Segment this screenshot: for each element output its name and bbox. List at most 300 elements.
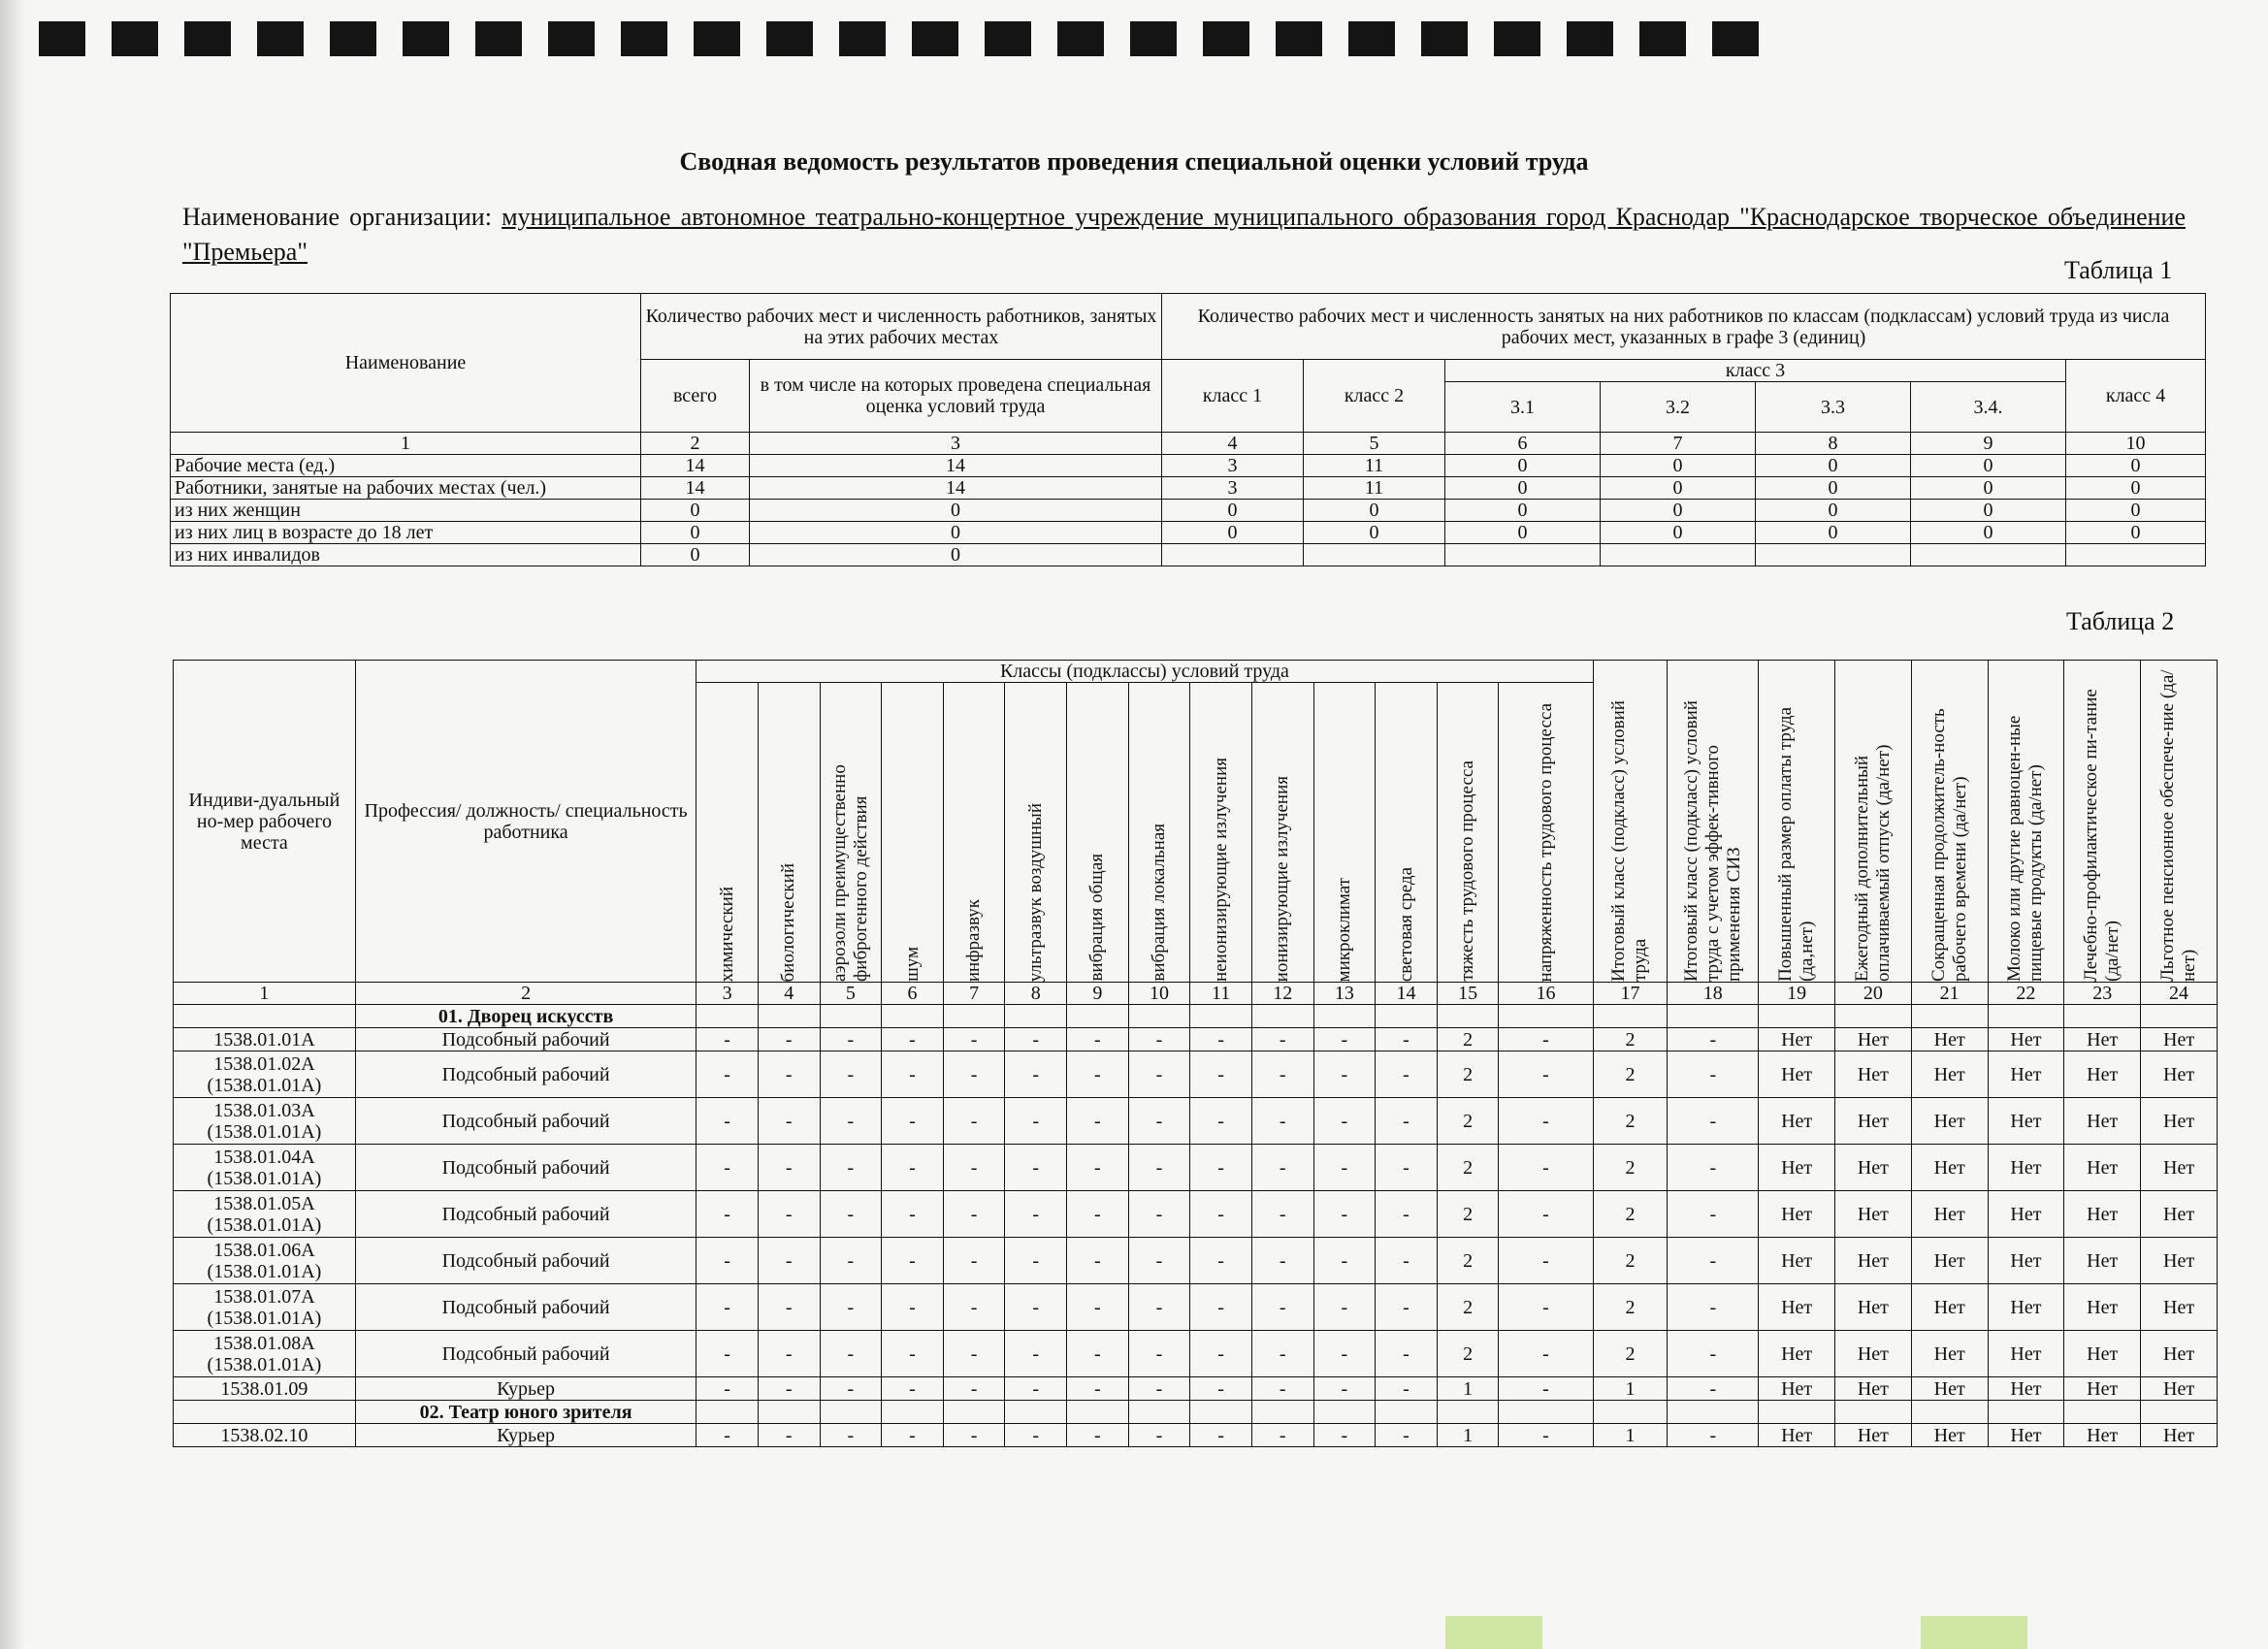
t2-cell: Нет [1835,1424,1912,1447]
t2-cell: - [1005,1331,1067,1377]
t2-cell [758,1005,820,1028]
t2-cell: - [820,1284,882,1331]
t2-colnum: 3 [697,983,759,1005]
t2-cell: - [1067,1377,1129,1401]
t2-colnum: 23 [2064,983,2141,1005]
t2-cell: Нет [1759,1028,1835,1051]
t2-cell: Нет [1988,1098,2064,1145]
t2-cell: - [1499,1051,1593,1098]
t2-cell: - [758,1145,820,1191]
t2-cell [697,1005,759,1028]
t2-cell [943,1005,1005,1028]
t1-header-name: Наименование [171,294,641,433]
t2-cell: - [758,1028,820,1051]
t2-cell: - [1668,1051,1759,1098]
t2-header-benefit-text: Льготное пенсионное обеспече-ние (да/нет) [2157,669,2200,982]
t2-workplace-id: 1538.01.07А (1538.01.01А) [174,1284,356,1331]
t2-cell: - [758,1238,820,1284]
t2-colnum: 20 [1835,983,1912,1005]
t2-cell: Нет [2141,1191,2218,1238]
t2-header-benefit-text: Ежегодный дополнительный оплачиваемый отпуск (да/нет) [1851,744,1894,982]
t2-cell: - [943,1051,1005,1098]
t2-cell [1313,1005,1376,1028]
t2-cell: - [758,1424,820,1447]
t2-header-benefit [2064,661,2141,983]
t2-cell: - [882,1051,944,1098]
t2-colnum: 4 [758,983,820,1005]
t2-header-benefit-text: Сокращенная продолжитель-ность рабочего времени (да/нет) [1928,708,1970,982]
t2-cell: - [1251,1191,1313,1238]
t1-cell [1601,544,1756,566]
t1-header-class2: класс 2 [1304,360,1445,433]
t2-header-factor-text: шум [901,947,923,982]
t2-cell [1911,1401,1988,1424]
t2-colnum: 15 [1437,983,1499,1005]
t1-cell: 0 [2066,522,2206,544]
t1-cell: 0 [1601,477,1756,500]
t2-cell: 2 [1593,1191,1668,1238]
t2-cell [820,1005,882,1028]
t2-cell: Нет [1759,1377,1835,1401]
t1-colnum: 5 [1304,433,1445,455]
t2-cell: - [1376,1424,1438,1447]
t2-cell: - [943,1284,1005,1331]
t2-cell: - [1668,1331,1759,1377]
t1-cell: 0 [1445,500,1601,522]
t1-header-count: Количество рабочих мест и численность работников, занятых на этих рабочих местах [641,294,1162,360]
t2-header-benefit [1835,661,1912,983]
t1-row-name: Рабочие места (ед.) [171,455,641,477]
t2-cell [1759,1005,1835,1028]
t1-cell: 11 [1304,477,1445,500]
t2-cell: - [1251,1331,1313,1377]
page-edge-shadow [0,0,25,1649]
t2-cell: - [1313,1028,1376,1051]
t1-cell: 0 [750,544,1162,566]
t2-cell: Нет [1835,1238,1912,1284]
t2-cell: - [1313,1424,1376,1447]
t1-cell: 11 [1304,455,1445,477]
t2-cell: - [1067,1424,1129,1447]
t2-cell [1128,1005,1190,1028]
t2-cell: 1 [1593,1377,1668,1401]
t2-cell [1005,1005,1067,1028]
t2-cell: Нет [1911,1377,1988,1401]
t2-cell: - [1190,1098,1252,1145]
t2-profession: Подсобный рабочий [355,1145,696,1191]
t2-cell [2141,1005,2218,1028]
t2-cell [1437,1401,1499,1424]
t1-row [171,455,2206,477]
t2-cell: - [697,1028,759,1051]
t1-row [171,544,2206,566]
t2-cell: - [1128,1424,1190,1447]
t2-cell: - [882,1238,944,1284]
t2-cell [1437,1005,1499,1028]
t2-header-final-class [1593,661,1668,983]
t2-cell: Нет [2141,1098,2218,1145]
t2-column-numbers [174,983,2218,1005]
t2-header-factor-text: химический [716,886,737,982]
t2-cell: - [1313,1284,1376,1331]
t2-header-factor [1190,683,1252,983]
t2-workplace-id [174,1401,356,1424]
t2-cell: - [1313,1051,1376,1098]
t2-cell: Нет [1988,1331,2064,1377]
t2-colnum: 5 [820,983,882,1005]
t1-cell: 14 [750,455,1162,477]
t2-cell: - [1128,1238,1190,1284]
t2-row [174,1424,2218,1447]
t2-cell: - [1376,1098,1438,1145]
t2-cell: - [1499,1191,1593,1238]
t2-cell: - [820,1424,882,1447]
t2-cell: 2 [1593,1331,1668,1377]
t2-row [174,1331,2218,1377]
t1-cell: 0 [1445,477,1601,500]
t1-header-classes: Количество рабочих мест и численность занятых на них работников по классам (подклассам) условий труда из числа рабочих мест, указанных в графе 3 (единиц) [1162,294,2206,360]
t2-cell: Нет [2064,1028,2141,1051]
t2-header-factor [1128,683,1190,983]
t1-cell: 0 [1601,522,1756,544]
t2-cell: - [1251,1284,1313,1331]
t1-cell: 0 [641,500,750,522]
t2-cell: Нет [2064,1424,2141,1447]
t1-cell: 0 [1601,455,1756,477]
t2-cell [2141,1401,2218,1424]
t2-cell: - [1499,1238,1593,1284]
sticky-tab [1445,1616,1542,1649]
t2-cell [1251,1005,1313,1028]
t2-cell: - [1067,1238,1129,1284]
t2-cell: - [1128,1051,1190,1098]
t2-row [174,1145,2218,1191]
t2-header-final-class-siz-text: Итоговый класс (подкласс) условий труда с учетом эффек-тивного применения СИЗ [1680,700,1744,982]
t2-cell: 2 [1437,1238,1499,1284]
t1-cell: 0 [1162,522,1304,544]
t2-workplace-id: 1538.01.02А (1538.01.01А) [174,1051,356,1098]
table2-caption: Таблица 2 [2066,607,2175,635]
t2-cell [820,1401,882,1424]
t2-cell: Нет [1759,1098,1835,1145]
t2-header-factor [1251,683,1313,983]
t2-cell [882,1401,944,1424]
t1-cell: 0 [1445,455,1601,477]
t2-cell: Нет [1835,1377,1912,1401]
t2-cell: Нет [1835,1145,1912,1191]
t2-cell: - [1668,1191,1759,1238]
t2-section-title: 02. Театр юного зрителя [355,1401,696,1424]
t1-colnum: 6 [1445,433,1601,455]
t2-cell [1835,1005,1912,1028]
t1-row-name: Работники, занятые на рабочих местах (чел.) [171,477,641,500]
t2-cell: Нет [1835,1331,1912,1377]
t1-cell: 0 [1601,500,1756,522]
t1-header-class4: класс 4 [2066,360,2206,433]
t2-workplace-id: 1538.01.09 [174,1377,356,1401]
t2-header-benefit [1759,661,1835,983]
t2-workplace-id: 1538.01.08А (1538.01.01А) [174,1331,356,1377]
t2-cell [1251,1401,1313,1424]
t2-header-classes: Классы (подклассы) условий труда [697,661,1593,683]
org-label: Наименование организации: [182,203,492,231]
t2-cell: Нет [1835,1051,1912,1098]
t2-cell: Нет [1911,1051,1988,1098]
t2-profession: Подсобный рабочий [355,1098,696,1145]
t2-header-final-class-siz [1668,661,1759,983]
t2-cell: - [1376,1028,1438,1051]
t2-workplace-id: 1538.02.10 [174,1424,356,1447]
t2-row [174,1238,2218,1284]
t2-workplace-id: 1538.01.04А (1538.01.01А) [174,1145,356,1191]
t2-cell [943,1401,1005,1424]
t1-header-34: 3.4. [1911,382,2066,433]
t2-cell: Нет [2141,1051,2218,1098]
t2-header-final-class-text: Итоговый класс (подкласс) условий труда [1608,700,1651,982]
t2-cell: - [697,1145,759,1191]
t1-cell: 14 [750,477,1162,500]
t2-cell: - [1128,1028,1190,1051]
t2-cell [1988,1005,2064,1028]
t2-row [174,1098,2218,1145]
t2-cell: 2 [1437,1331,1499,1377]
t2-cell: - [1005,1424,1067,1447]
t2-header-benefit [1988,661,2064,983]
t2-cell: Нет [2141,1331,2218,1377]
t1-colnum: 4 [1162,433,1304,455]
t2-row [174,1028,2218,1051]
t2-cell: 2 [1593,1028,1668,1051]
t1-row-name: из них женщин [171,500,641,522]
t2-colnum: 16 [1499,983,1593,1005]
t2-header-factor-text: аэрозоли преимущественно фиброгенного действия [828,764,871,982]
t2-cell: 2 [1437,1284,1499,1331]
t1-cell [2066,544,2206,566]
t2-cell: - [820,1028,882,1051]
t2-cell: Нет [2064,1238,2141,1284]
t2-cell: - [697,1238,759,1284]
t2-cell: - [1067,1098,1129,1145]
t2-cell: Нет [2064,1284,2141,1331]
t2-cell: Нет [2141,1424,2218,1447]
t2-profession: Курьер [355,1424,696,1447]
t2-header-factor-text: биологический [778,862,799,982]
t2-cell: - [697,1098,759,1145]
t1-header-class3: класс 3 [1445,360,2066,382]
t2-cell: - [1005,1191,1067,1238]
t2-cell: Нет [1911,1331,1988,1377]
t2-cell: 2 [1437,1028,1499,1051]
t2-colnum: 21 [1911,983,1988,1005]
t2-cell: - [758,1284,820,1331]
t2-colnum: 2 [355,983,696,1005]
t2-cell [1499,1401,1593,1424]
t2-cell: - [1067,1051,1129,1098]
t2-cell: Нет [2141,1145,2218,1191]
t2-cell: Нет [1835,1191,1912,1238]
t2-cell: Нет [1911,1424,1988,1447]
t2-cell: - [1499,1284,1593,1331]
t2-cell: - [882,1191,944,1238]
t1-colnum: 9 [1911,433,2066,455]
t2-cell: - [1668,1284,1759,1331]
t1-cell: 0 [1911,500,2066,522]
t2-cell: - [882,1331,944,1377]
t2-cell: - [1005,1238,1067,1284]
t2-cell: - [1313,1098,1376,1145]
t2-header-factor-text: микроклимат [1333,877,1354,982]
t2-cell: Нет [1759,1145,1835,1191]
t2-cell: - [943,1145,1005,1191]
t2-cell: - [1190,1028,1252,1051]
t2-cell [1313,1401,1376,1424]
t2-cell: - [1128,1284,1190,1331]
t2-cell: Нет [1759,1238,1835,1284]
t2-cell: - [882,1424,944,1447]
t2-profession: Подсобный рабочий [355,1051,696,1098]
workplace-table [173,660,2218,1447]
t2-cell: - [1190,1284,1252,1331]
t2-cell: Нет [1911,1284,1988,1331]
t2-cell: - [943,1377,1005,1401]
t2-cell: Нет [1988,1377,2064,1401]
t1-column-numbers [171,433,2206,455]
t1-cell: 0 [2066,477,2206,500]
t2-cell: - [697,1284,759,1331]
t2-cell [1835,1401,1912,1424]
t2-header-factor [1067,683,1129,983]
t2-header-benefit-text: Повышенный размер оплаты труда (да,нет) [1775,706,1818,982]
t2-cell: 2 [1593,1051,1668,1098]
t2-cell: - [1128,1098,1190,1145]
t2-header-factor [758,683,820,983]
t1-cell: 0 [750,500,1162,522]
t2-profession: Подсобный рабочий [355,1191,696,1238]
t2-cell: - [820,1331,882,1377]
t2-cell: Нет [2141,1377,2218,1401]
t2-header-benefit [2141,661,2218,983]
t1-cell: 0 [1756,477,1911,500]
t2-colnum: 17 [1593,983,1668,1005]
t2-cell: - [1376,1284,1438,1331]
t2-cell: - [1251,1424,1313,1447]
binding-holes [39,21,2221,60]
t2-header-factor-text: напряженность трудового процесса [1535,702,1556,982]
t2-cell: Нет [2064,1191,2141,1238]
t1-cell: 0 [750,522,1162,544]
t1-colnum: 7 [1601,433,1756,455]
t2-cell: - [1668,1424,1759,1447]
t2-cell: - [697,1051,759,1098]
t1-cell [1445,544,1601,566]
t1-header-assessed: в том числе на которых проведена специальная оценка условий труда [750,360,1162,433]
t2-cell: - [1005,1028,1067,1051]
t2-cell: - [1668,1377,1759,1401]
t2-profession: Подсобный рабочий [355,1238,696,1284]
t2-cell: - [1067,1028,1129,1051]
t1-header-total: всего [641,360,750,433]
t2-header-factor [943,683,1005,983]
t1-cell: 0 [1756,500,1911,522]
t2-cell: - [820,1191,882,1238]
t2-colnum: 18 [1668,983,1759,1005]
t2-cell: - [758,1098,820,1145]
t2-colnum: 6 [882,983,944,1005]
t1-row [171,477,2206,500]
t2-cell [1988,1401,2064,1424]
t2-cell: - [1005,1377,1067,1401]
t2-cell [2064,1401,2141,1424]
t2-cell: - [1128,1377,1190,1401]
t2-cell: - [820,1238,882,1284]
t2-cell: 2 [1593,1238,1668,1284]
t1-colnum: 2 [641,433,750,455]
t2-cell: - [1067,1284,1129,1331]
t2-cell: - [882,1284,944,1331]
t2-cell: - [758,1377,820,1401]
t2-cell: - [943,1191,1005,1238]
t1-header-31: 3.1 [1445,382,1601,433]
t2-cell: Нет [1988,1238,2064,1284]
t2-cell: - [1499,1377,1593,1401]
t2-cell: - [1668,1028,1759,1051]
t2-header-benefit [1911,661,1988,983]
summary-table [170,293,2206,566]
t2-workplace-id: 1538.01.05А (1538.01.01А) [174,1191,356,1238]
t2-cell: - [697,1424,759,1447]
t2-cell: - [1313,1145,1376,1191]
t1-cell: 14 [641,455,750,477]
t2-cell: Нет [1835,1098,1912,1145]
t2-cell: - [1668,1238,1759,1284]
t2-workplace-id: 1538.01.03А (1538.01.01А) [174,1098,356,1145]
t2-cell: - [1067,1191,1129,1238]
t2-cell: - [1499,1145,1593,1191]
t2-cell: Нет [1988,1051,2064,1098]
t2-cell [1190,1005,1252,1028]
t2-cell: Нет [1988,1424,2064,1447]
t2-cell: Нет [1911,1238,1988,1284]
t2-header-profession: Профессия/ должность/ специальность работника [355,661,696,983]
t2-cell: Нет [1759,1331,1835,1377]
t2-workplace-id: 1538.01.06А (1538.01.01А) [174,1238,356,1284]
t2-cell [1593,1401,1668,1424]
t2-cell: - [758,1191,820,1238]
t2-cell [1759,1401,1835,1424]
t2-header-factor-text: ионизирующие излучения [1272,775,1293,982]
t2-cell: - [1190,1191,1252,1238]
t2-cell [1067,1401,1129,1424]
t1-cell: 0 [641,522,750,544]
t2-cell: 1 [1593,1424,1668,1447]
t2-cell: - [1668,1098,1759,1145]
t1-cell: 0 [1756,522,1911,544]
t2-cell: 1 [1437,1424,1499,1447]
t1-row [171,522,2206,544]
t2-cell: Нет [2141,1028,2218,1051]
t2-header-factor [1376,683,1438,983]
t1-colnum: 8 [1756,433,1911,455]
t2-cell: - [1190,1145,1252,1191]
t2-cell: - [1005,1284,1067,1331]
t2-header-factor [882,683,944,983]
t2-cell: Нет [2064,1377,2141,1401]
t2-cell: - [820,1098,882,1145]
t2-cell: Нет [1835,1284,1912,1331]
t2-cell [2064,1005,2141,1028]
t1-header-33: 3.3 [1756,382,1911,433]
t2-cell: - [1376,1238,1438,1284]
